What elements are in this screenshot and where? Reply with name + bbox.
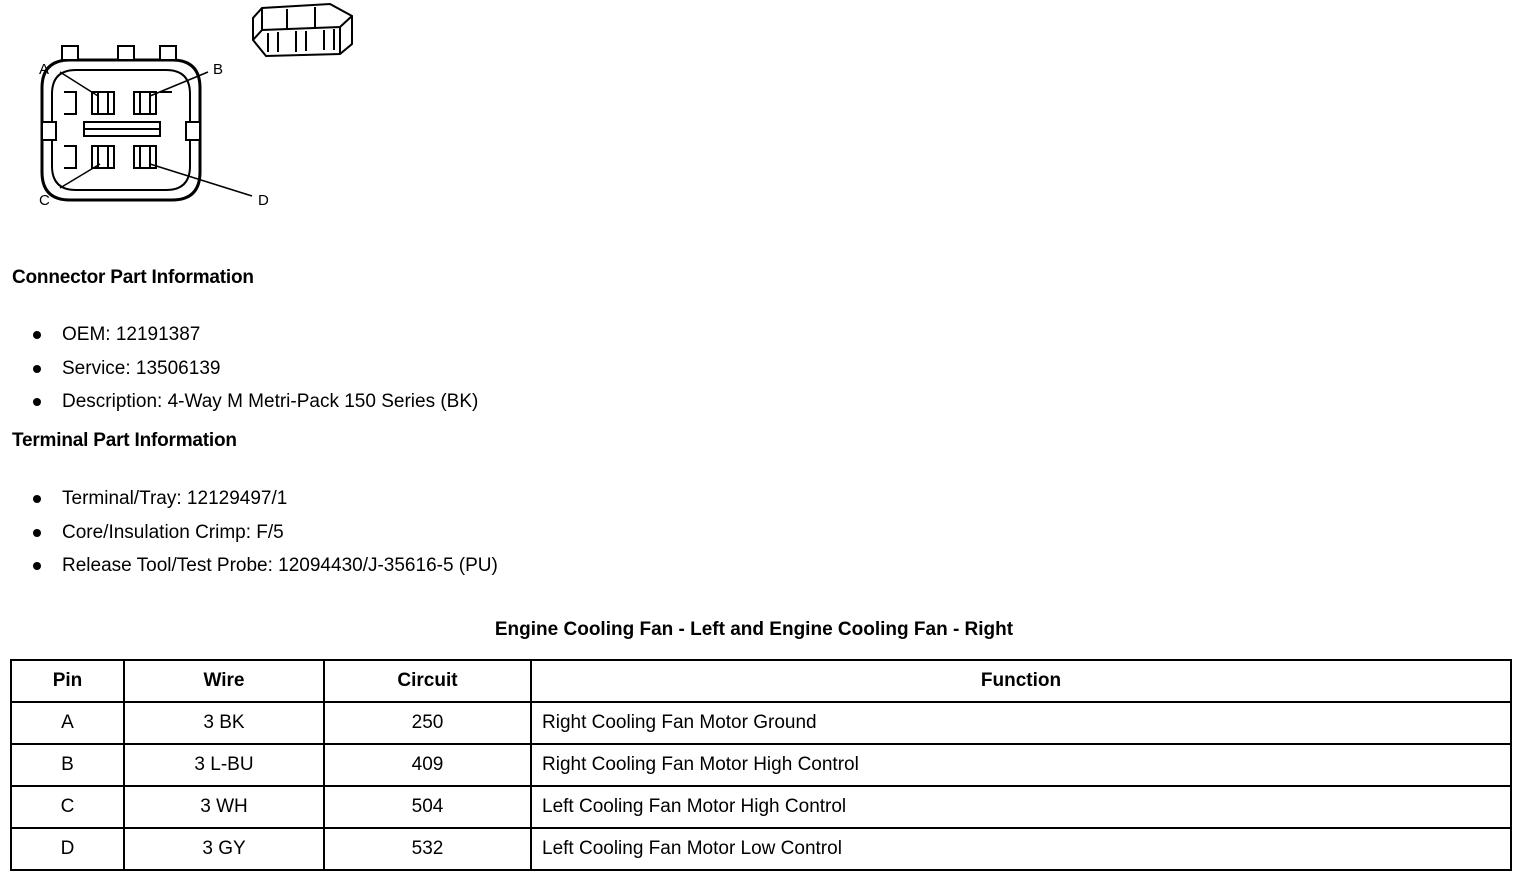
cell-circuit: 250 (324, 702, 531, 744)
bullet-icon (33, 495, 41, 503)
callout-label-b: B (213, 61, 224, 78)
list-item-label: Terminal/Tray: 12129497/1 (62, 488, 288, 509)
list-item (30, 385, 478, 419)
cell-circuit: 409 (324, 744, 531, 786)
callout-label-c: C (39, 192, 50, 209)
connector-diagram (0, 0, 400, 240)
bullet-icon (33, 365, 41, 373)
column-header-circuit: Circuit (324, 660, 531, 702)
list-item (30, 549, 498, 583)
cell-wire: 3 WH (124, 786, 324, 828)
list-item (30, 352, 478, 386)
cell-pin: C (11, 786, 124, 828)
list-item (30, 482, 498, 516)
cell-circuit: 532 (324, 828, 531, 870)
cell-function: Right Cooling Fan Motor Ground (531, 702, 1511, 744)
cell-function: Right Cooling Fan Motor High Control (531, 744, 1511, 786)
list-item-label: Description: 4-Way M Metri-Pack 150 Series (BK) (62, 391, 479, 412)
terminal-part-information-list (30, 482, 498, 583)
table-row (11, 744, 1511, 786)
cell-function: Left Cooling Fan Motor High Control (531, 786, 1511, 828)
bullet-icon (33, 398, 41, 406)
terminal-part-information-heading: Terminal Part Information (12, 430, 237, 451)
list-item-label: Release Tool/Test Probe: 12094430/J-35616-5 (PU) (62, 555, 498, 576)
cell-pin: D (11, 828, 124, 870)
bullet-icon (33, 562, 41, 570)
cell-pin: A (11, 702, 124, 744)
cell-wire: 3 GY (124, 828, 324, 870)
connector-diagram-svg (0, 0, 400, 240)
list-item (30, 516, 498, 550)
list-item-label: Service: 13506139 (62, 357, 221, 379)
list-item (30, 318, 478, 352)
table-row (11, 828, 1511, 870)
callout-label-d: D (258, 192, 269, 209)
table-header-row (11, 660, 1511, 702)
column-header-function: Function (531, 660, 1511, 702)
list-item-label: Core/Insulation Crimp: F/5 (62, 521, 284, 543)
cell-wire: 3 BK (124, 702, 324, 744)
cell-pin: B (11, 744, 124, 786)
column-header-pin: Pin (11, 660, 124, 702)
column-header-wire: Wire (124, 660, 324, 702)
cell-wire: 3 L-BU (124, 744, 324, 786)
list-item-label: OEM: 12191387 (62, 324, 201, 345)
table-row (11, 786, 1511, 828)
connector-part-information-list (30, 318, 478, 419)
pin-table-title: Engine Cooling Fan - Left and Engine Cooling Fan - Right (494, 619, 1014, 640)
bullet-icon (33, 331, 41, 339)
table-row (11, 702, 1511, 744)
callout-label-a: A (39, 61, 50, 78)
bullet-icon (33, 529, 41, 537)
cell-circuit: 504 (324, 786, 531, 828)
mating-plug-illustration (253, 4, 352, 56)
cell-function: Left Cooling Fan Motor Low Control (531, 828, 1511, 870)
pin-table (10, 659, 1512, 871)
connector-part-information-heading: Connector Part Information (12, 267, 254, 288)
